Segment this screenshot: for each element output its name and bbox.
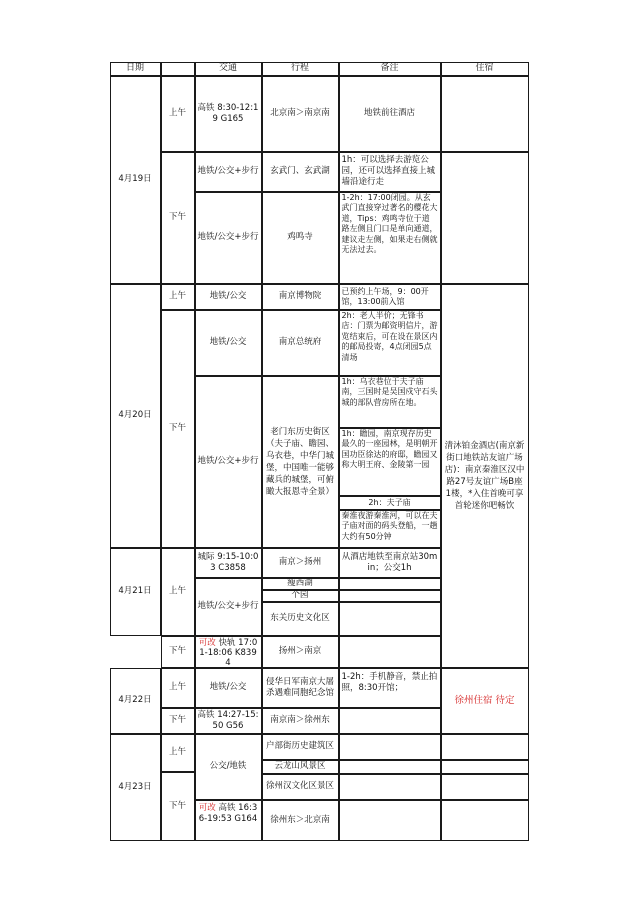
notes-cell: 秦淮夜游秦淮河，可以在夫子庙对面的码头登船，一趟大约有50分钟 (339, 510, 441, 548)
transport-cell: 地铁/公交 (195, 284, 262, 310)
date-cell: 4月20日 (110, 284, 161, 548)
header-date: 日期 (110, 62, 161, 76)
itinerary-cell: 南京总统府 (262, 310, 339, 376)
notes-cell: 1-2h：手机静音，禁止拍照，8:30开馆； (339, 668, 441, 708)
transport-cell: 地铁/公交 (195, 310, 262, 376)
notes-empty-cell (339, 636, 441, 668)
transport-cell (195, 636, 262, 668)
transport-cell: 地铁/公交+步行 (195, 192, 262, 284)
notes-empty-cell (339, 708, 441, 734)
notes-cell: 从酒店地铁至南京站30min；公交1h (339, 548, 441, 578)
itinerary-cell: 云龙山风景区 (262, 760, 339, 774)
itinerary-cell: 东关历史文化区 (262, 602, 339, 636)
header-itinerary: 行程 (262, 62, 339, 76)
change-flag: 可改 (198, 802, 216, 813)
notes-cell: 1-2h：17:00闭园。从玄武门直接穿过著名的樱花大道，Tips：鸡鸣寺位于道路左侧且门口是单向通道，建议走左侧，如果走右侧就无法过去。 (339, 192, 441, 284)
notes-empty-cell (339, 734, 441, 760)
transport-cell: 地铁/公交+步行 (195, 152, 262, 192)
transport-text: 快轨 17:01-18:06 K8394 (199, 637, 258, 668)
notes-empty-cell (339, 774, 441, 800)
notes-cell: 1h：乌衣巷位于夫子庙南，三国时是吴国戍守石头城的部队营房所在地。 (339, 376, 441, 428)
itinerary-cell: 徐州东＞北京南 (262, 800, 339, 841)
itinerary-cell: 北京南＞南京南 (262, 76, 339, 152)
header-lodging: 住宿 (441, 62, 529, 76)
notes-empty-cell (339, 578, 441, 590)
period-cell: 上午 (161, 548, 195, 636)
itinerary-cell: 老门东历史街区（夫子庙、瞻园、乌衣巷，中华门城堡，中国唯一能够藏兵的城堡，可俯瞰大报恩寺全景） (262, 376, 339, 548)
change-flag: 可改 (198, 637, 216, 648)
period-cell: 上午 (161, 76, 195, 152)
notes-empty-cell (339, 760, 441, 774)
transport-cell: 高铁 8:30-12:19 G165 (195, 76, 262, 152)
period-cell: 下午 (161, 708, 195, 734)
header-period (161, 62, 195, 76)
notes-cell: 已预约上午场，9：00开馆，13:00前入馆 (339, 284, 441, 310)
itinerary-cell: 鸡鸣寺 (262, 192, 339, 284)
itinerary-cell: 侵华日军南京大屠杀遇难同胞纪念馆 (262, 668, 339, 708)
itinerary-cell: 瘦西湖 (262, 578, 339, 590)
itinerary-cell: 南京＞扬州 (262, 548, 339, 578)
period-cell: 上午 (161, 734, 195, 772)
transport-cell: 地铁/公交+步行 (195, 578, 262, 636)
itinerary-cell: 个园 (262, 590, 339, 602)
notes-empty-cell (339, 590, 441, 602)
lodging-empty-cell (441, 76, 529, 152)
itinerary-cell: 玄武门、玄武湖 (262, 152, 339, 192)
period-cell: 上午 (161, 668, 195, 708)
transport-cell: 城际 9:15-10:03 C3858 (195, 548, 262, 578)
header-notes: 备注 (339, 62, 441, 76)
itinerary-cell: 南京博物院 (262, 284, 339, 310)
date-cell: 4月19日 (110, 76, 161, 284)
lodging-nanjing-cell: 清沐铂金酒店(南京新街口地铁站友谊广场店)：南京秦淮区汉中路27号友谊广场B座1楼，*入住首晚可享首轮迷你吧畅饮 (441, 284, 529, 668)
itinerary-cell: 南京南＞徐州东 (262, 708, 339, 734)
itinerary-cell: 扬州＞南京 (262, 636, 339, 668)
date-cell: 4月21日 (110, 548, 161, 636)
lodging-empty-cell (441, 800, 529, 841)
notes-empty-cell (339, 602, 441, 636)
period-cell: 下午 (161, 310, 195, 548)
period-cell: 下午 (161, 772, 195, 841)
lodging-empty-cell (441, 774, 529, 800)
lodging-empty-cell (441, 152, 529, 284)
transport-cell: 高铁 14:27-15:50 G56 (195, 708, 262, 734)
date-cell: 4月23日 (110, 734, 161, 841)
transport-cell (195, 800, 262, 841)
transport-text: 高铁 16:36-19:53 G164 (198, 802, 258, 824)
transport-cell: 地铁/公交 (195, 668, 262, 708)
period-cell: 下午 (161, 636, 195, 668)
lodging-xuzhou-cell: 徐州住宿 待定 (441, 668, 529, 734)
lodging-empty-cell (441, 760, 529, 774)
notes-empty-cell (339, 800, 441, 841)
itinerary-cell: 户部街历史建筑区 (262, 734, 339, 760)
date-cell: 4月22日 (110, 668, 161, 734)
period-cell: 上午 (161, 284, 195, 310)
notes-cell: 1h：可以选择去游览公园，还可以选择直接上城墙沿途行走 (339, 152, 441, 192)
transport-cell: 地铁/公交+步行 (195, 376, 262, 548)
transport-cell: 公交/地铁 (195, 734, 262, 800)
lodging-empty-cell (441, 734, 529, 760)
itinerary-cell: 徐州汉文化区景区 (262, 774, 339, 800)
notes-cell: 地铁前往酒店 (339, 76, 441, 152)
notes-cell: 1h：瞻园，南京现存历史最久的一座园林，是明朝开国功臣徐达的府邸，瞻园又称大明王府、金陵第一园 (339, 428, 441, 496)
header-transport: 交通 (195, 62, 262, 76)
notes-cell: 2h：夫子庙 (339, 496, 441, 510)
period-cell: 下午 (161, 152, 195, 284)
notes-cell: 2h：老人半价；无锋书店：门票为邮资明信片，游览结束后，可在设在景区内的邮局投寄，4点闭园5点清场 (339, 310, 441, 376)
